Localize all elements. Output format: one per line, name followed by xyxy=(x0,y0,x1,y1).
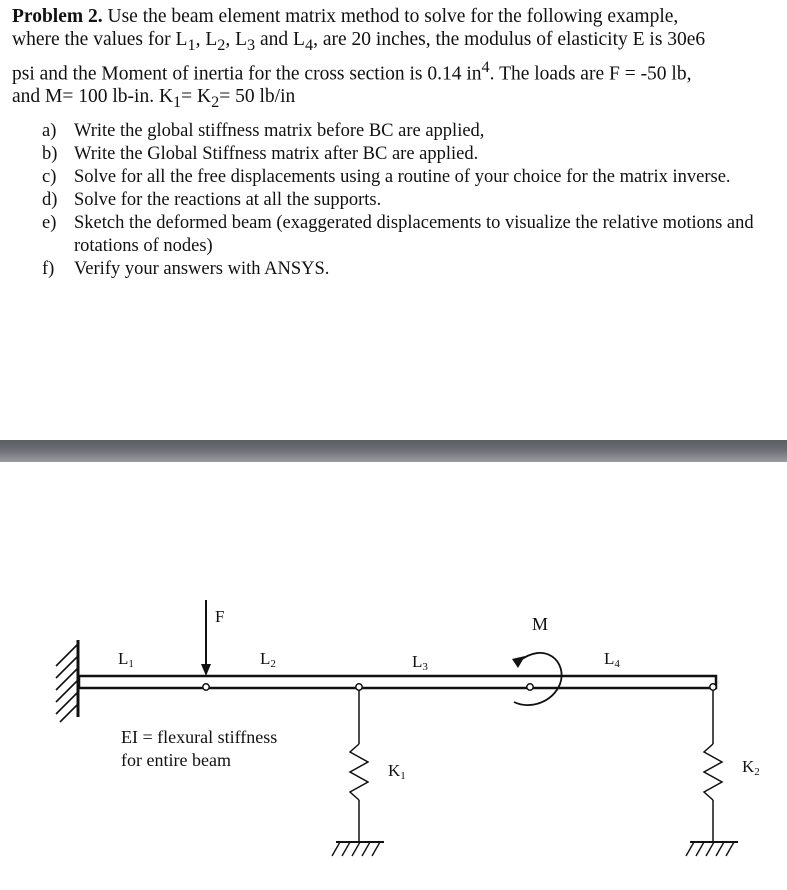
segment-label-l3: L3 xyxy=(412,652,428,673)
problem-heading: Problem 2. xyxy=(12,6,103,27)
node-4 xyxy=(527,684,533,690)
segment-label-l1: L1 xyxy=(118,649,134,670)
ei-note-line2: for entire beam xyxy=(121,750,231,770)
segment-label-l2: L2 xyxy=(260,649,276,670)
section-divider xyxy=(0,440,787,462)
spring-label-k1: K1 xyxy=(388,761,406,782)
beam-diagram xyxy=(0,462,787,890)
node-2 xyxy=(203,684,209,690)
task-item: b) Write the Global Stiffness matrix after BC are applied. xyxy=(42,144,479,164)
force-label: F xyxy=(215,607,225,626)
problem-statement: Problem 2. Use the beam element matrix method to solve for the following example, where the values for $L_1$, $L_2$, $L_3$ and $L_4$, are 20 inches, the modulus of elasticity E is 30e6 psi and the Moment of inertia for the cross section is 0.14 $in^4$. The loads are F = -50 lb, and M= 100 lb-in. $K_1= K_2= 50$ lb/in xyxy=(12,6,706,112)
ei-note-line1: EI = flexural stiffness xyxy=(121,727,278,747)
fixed-support-icon xyxy=(56,640,78,722)
spring-k1-icon xyxy=(332,690,384,856)
task-list xyxy=(42,120,762,281)
task-item: e) Sketch the deformed beam (exaggerated displacements to visualize the relative motions and rotations of nodes) xyxy=(42,213,754,256)
spring-k2-icon xyxy=(686,690,738,856)
moment-label: M xyxy=(532,614,549,634)
force-arrow-icon xyxy=(201,600,211,676)
task-item: d) Solve for the reactions at all the supports. xyxy=(42,190,382,210)
spring-label-k2: K2 xyxy=(742,757,760,778)
node-5 xyxy=(710,684,716,690)
beam xyxy=(79,676,716,688)
task-item: a) Write the global stiffness matrix before BC are applied, xyxy=(42,121,485,141)
task-item: f) Verify your answers with ANSYS. xyxy=(42,259,330,279)
task-item: c) Solve for all the free displacements using a routine of your choice for the matrix inverse. xyxy=(42,167,731,187)
segment-label-l4: L4 xyxy=(604,649,620,670)
node-3 xyxy=(356,684,362,690)
